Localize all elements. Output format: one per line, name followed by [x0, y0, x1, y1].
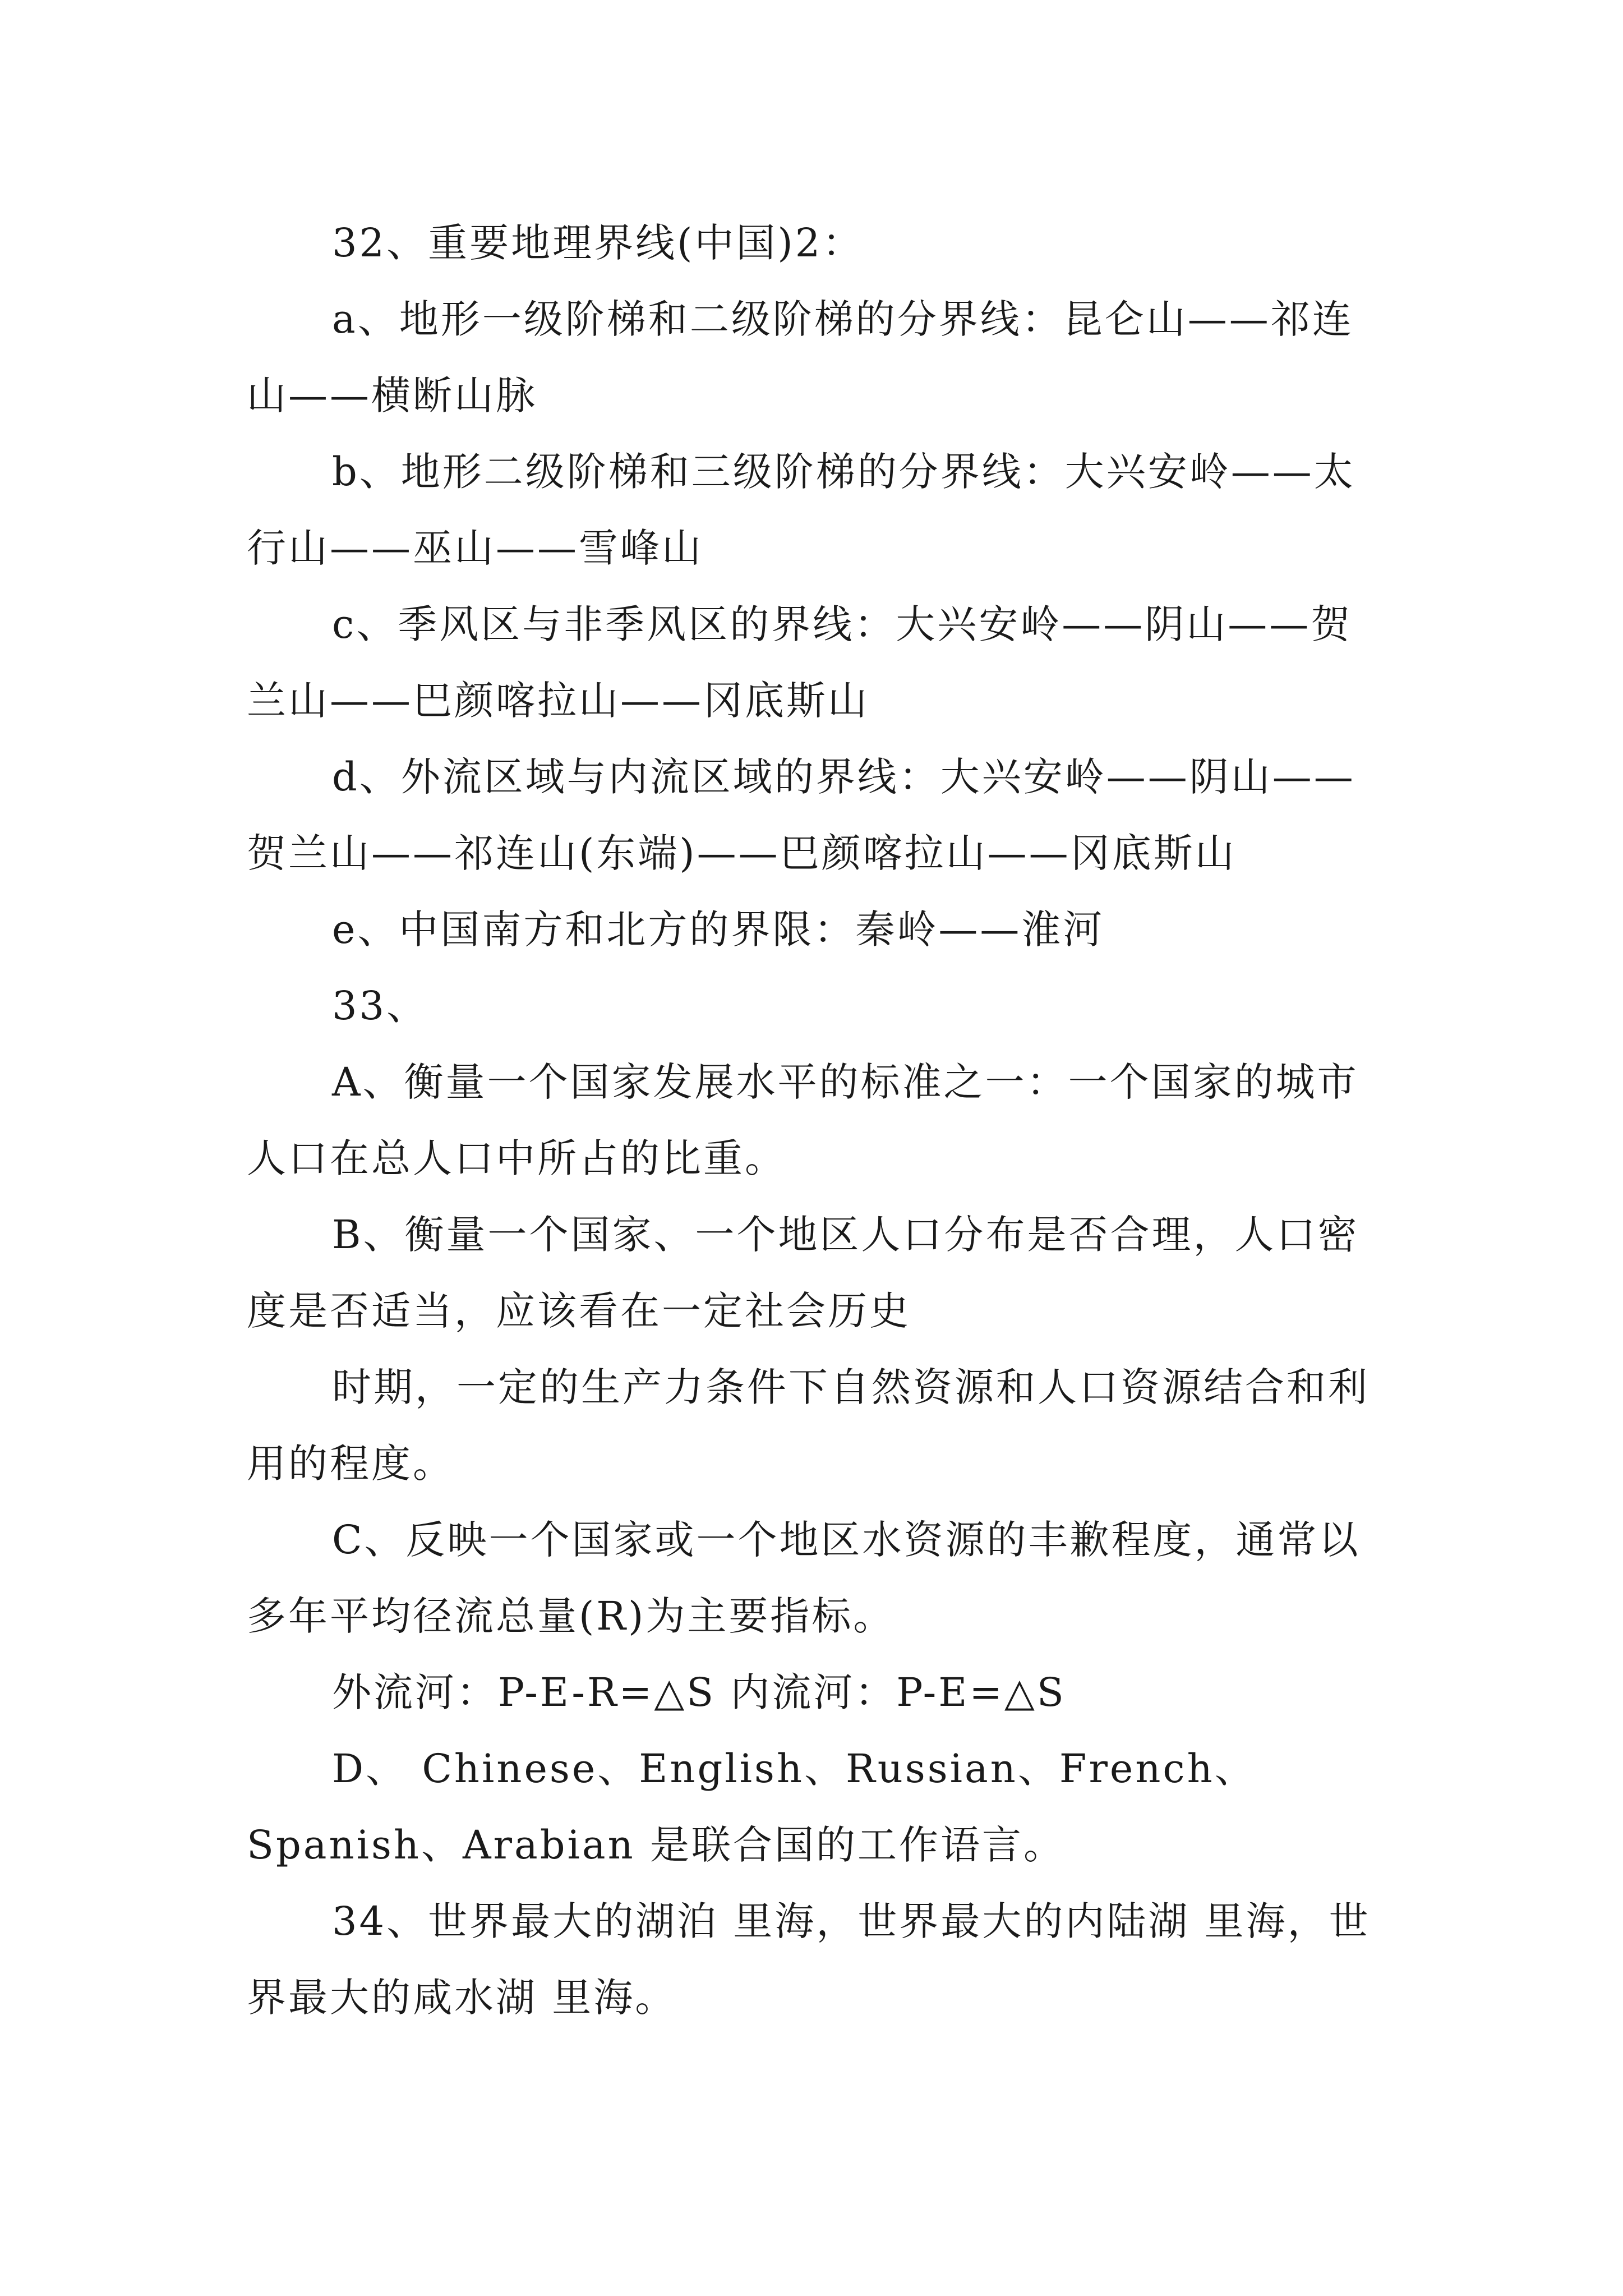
section-33-heading: 33、: [332, 983, 428, 1029]
boundary-item-d: d、外流区域与内流区域的界线：大兴安岭——阴山——贺兰山——祁连山(东端)——巴颜喀拉山——冈底斯山: [247, 754, 1355, 876]
indicator-item-d: D、 Chinese、English、Russian、French、Spanish、Arabian 是联合国的工作语言。: [247, 1746, 1256, 1868]
indicator-item-c: C、反映一个国家或一个地区水资源的丰歉程度，通常以多年平均径流总量(R)为主要指标。: [247, 1517, 1361, 1639]
boundary-item-e: e、中国南方和北方的界限：秦岭——淮河: [332, 907, 1105, 953]
boundary-item-c: c、季风区与非季风区的界线：大兴安岭——阴山——贺兰山——巴颜喀拉山——冈底斯山: [247, 601, 1353, 724]
boundary-item-a: a、地形一级阶梯和二级阶梯的分界线：昆仑山——祁连山——横断山脉: [247, 296, 1354, 418]
section-34-paragraph: 34、世界最大的湖泊 里海，世界最大的内陆湖 里海，世界最大的咸水湖 里海。: [247, 1898, 1371, 2021]
indicator-item-b: B、衡量一个国家、一个地区人口分布是否合理，人口密度是否适当，应该看在一定社会历史: [247, 1212, 1359, 1334]
water-balance-formula: 外流河：P-E-R=△S 内流河：P-E=△S: [332, 1669, 1066, 1715]
boundary-item-b: b、地形二级阶梯和三级阶梯的分界线：大兴安岭——太行山——巫山——雪峰山: [247, 449, 1355, 571]
document-body: [247, 205, 1380, 2036]
indicator-item-b-continued: 时期，一定的生产力条件下自然资源和人口资源结合和利用的程度。: [247, 1364, 1370, 1487]
indicator-item-a: A、衡量一个国家发展水平的标准之一：一个国家的城市人口在总人口中所占的比重。: [247, 1059, 1359, 1181]
section-32-heading: 32、重要地理界线(中国)2：: [332, 220, 864, 266]
